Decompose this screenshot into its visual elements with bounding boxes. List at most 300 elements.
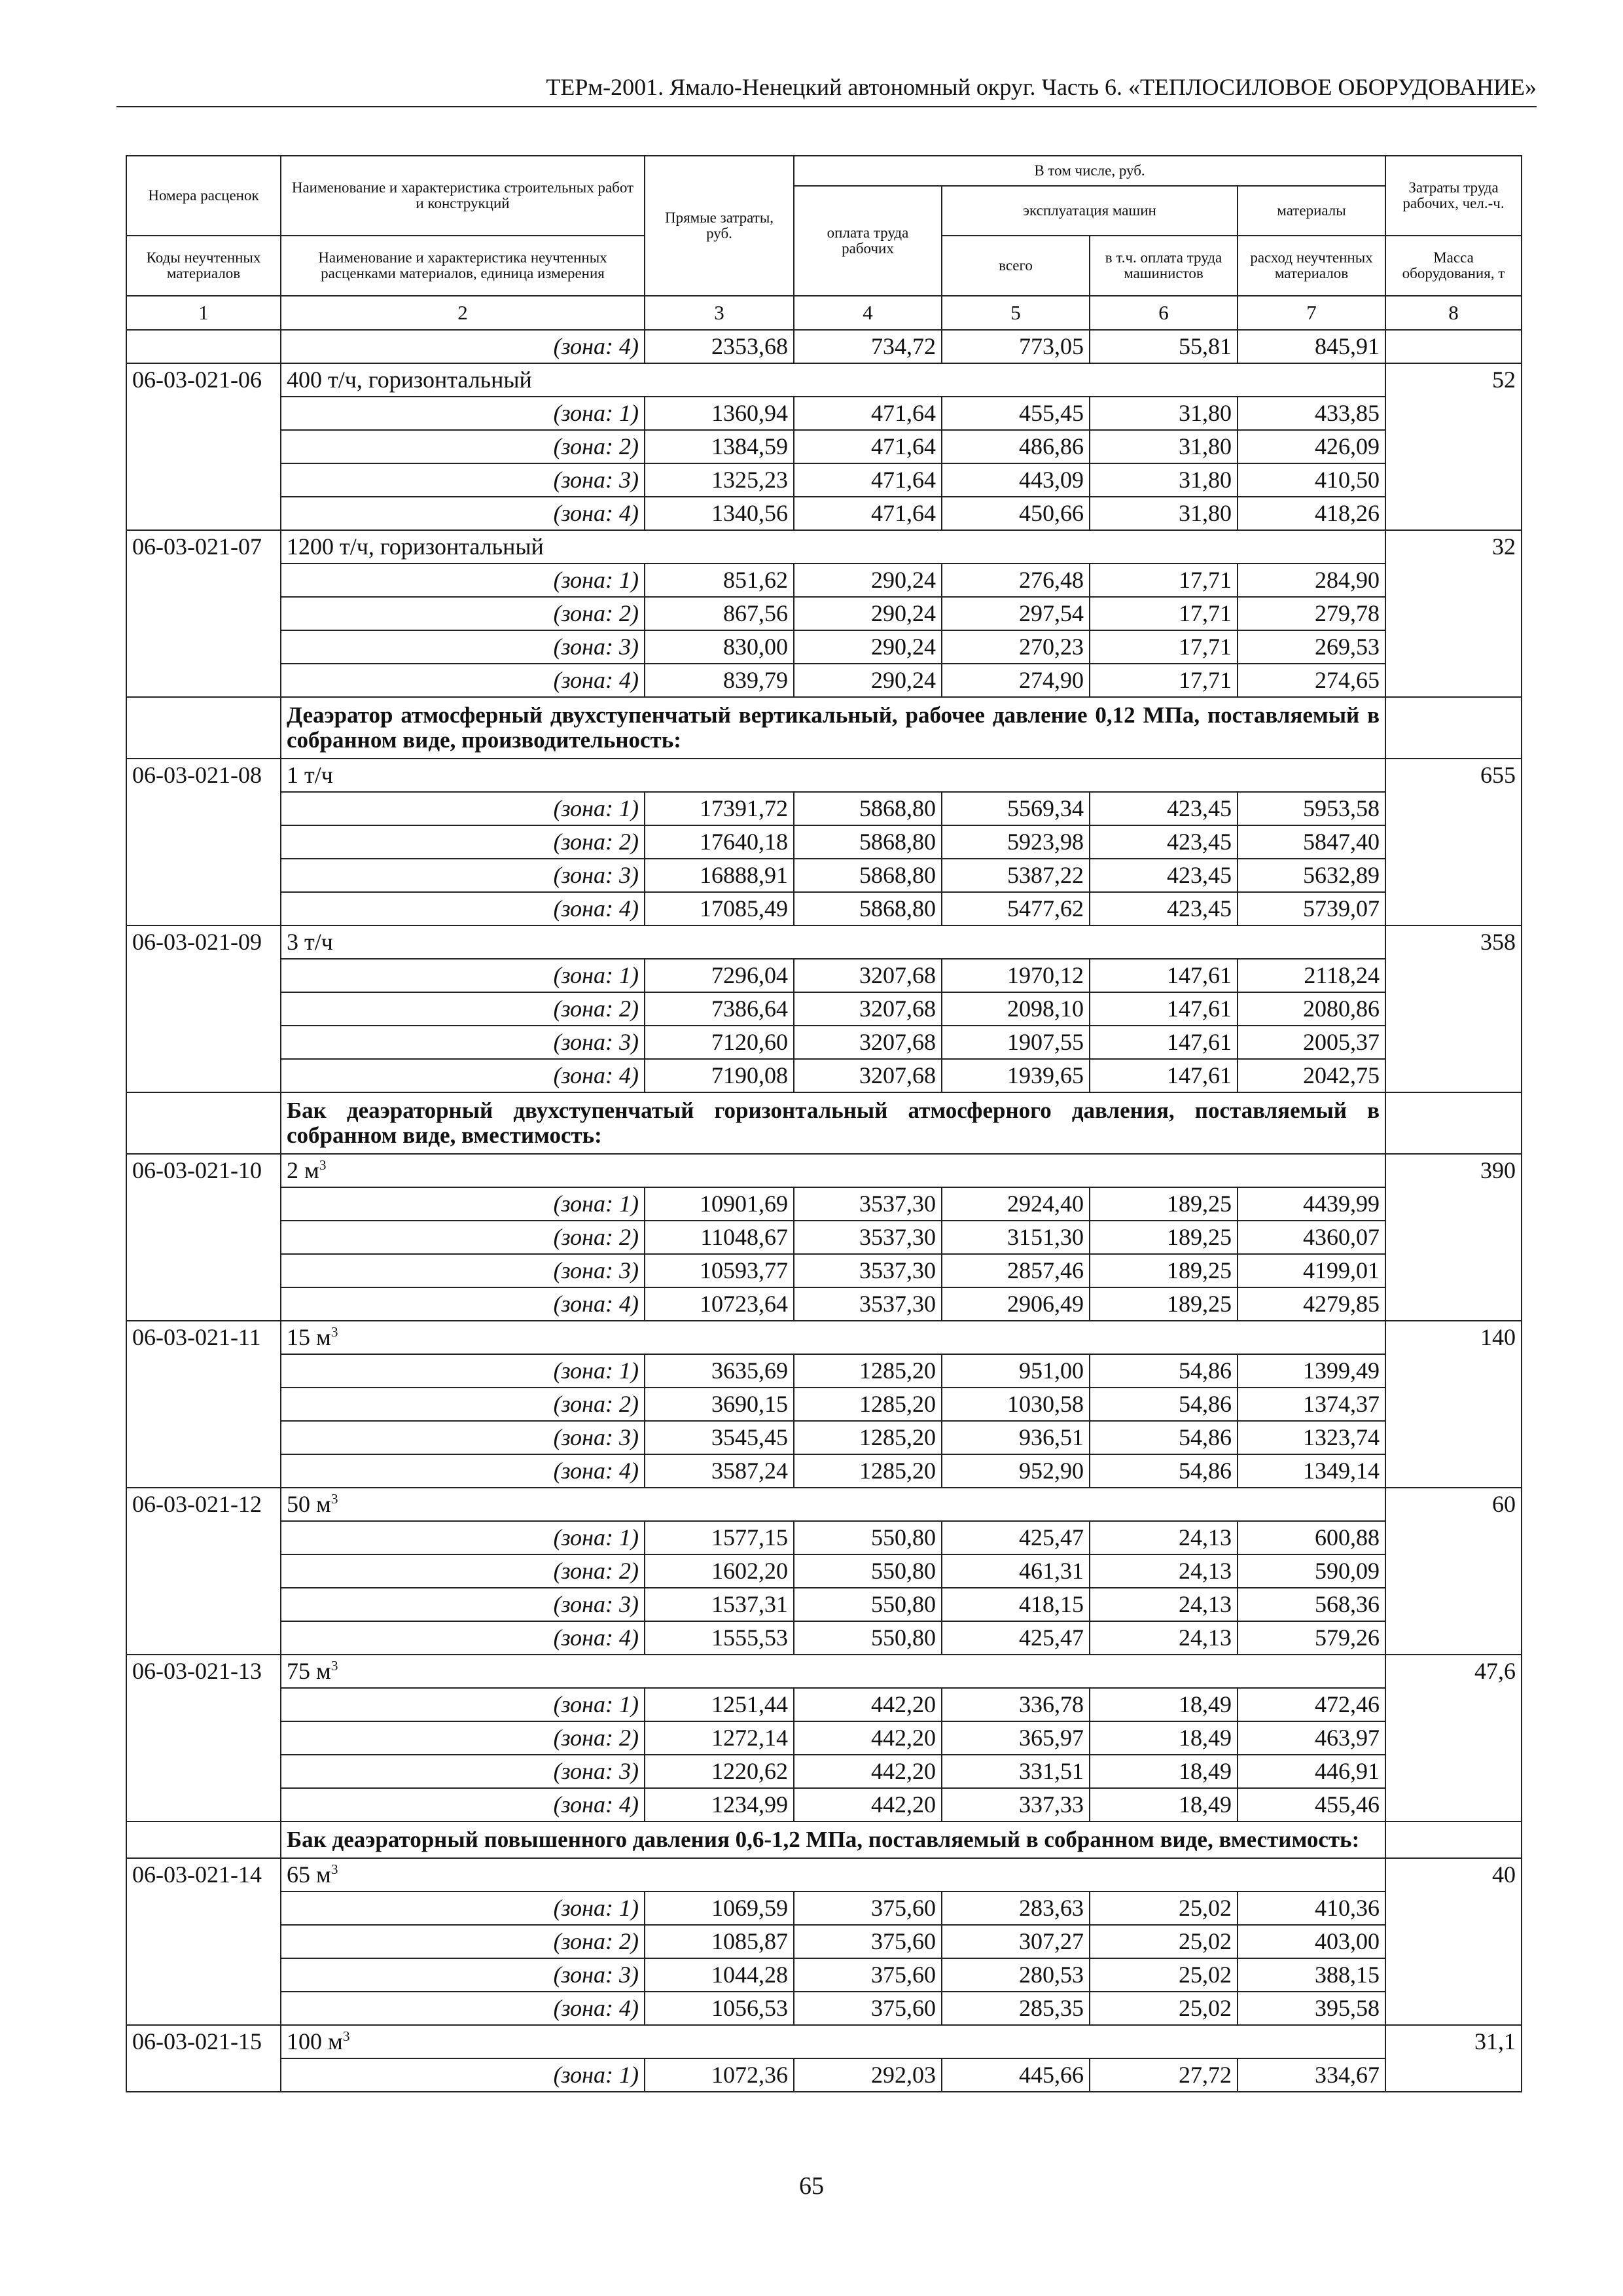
rates-table (126, 155, 1522, 2092)
equipment-mass (1385, 330, 1522, 363)
header-work-name: Наименование и характеристика строительных работ и конструкций (281, 156, 645, 236)
column-number: 8 (1385, 296, 1522, 330)
cost-value: 147,61 (1090, 1026, 1238, 1059)
zone-row (126, 1925, 1522, 1958)
cost-value: 410,36 (1238, 1892, 1385, 1925)
cost-value: 433,85 (1238, 397, 1385, 430)
cost-value: 147,61 (1090, 1059, 1238, 1092)
zone-row (126, 1221, 1522, 1254)
cost-value: 31,80 (1090, 463, 1238, 497)
cost-value: 10593,77 (645, 1254, 794, 1287)
header-direct-costs: Прямые затраты, руб. (645, 156, 794, 296)
cost-value: 600,88 (1238, 1521, 1385, 1554)
cost-value: 18,49 (1090, 1688, 1238, 1721)
header-total: всего (942, 236, 1090, 296)
cost-value: 425,47 (942, 1521, 1090, 1554)
zone-label: (зона: 4) (281, 1992, 645, 2025)
zone-label: (зона: 1) (281, 1892, 645, 1925)
zone-label: (зона: 2) (281, 825, 645, 859)
zone-label: (зона: 1) (281, 1521, 645, 1554)
cost-value: 25,02 (1090, 1992, 1238, 2025)
cost-value: 24,13 (1090, 1554, 1238, 1588)
cost-value: 2906,49 (942, 1287, 1090, 1321)
cost-value: 867,56 (645, 597, 794, 630)
header-machinist-pay: в т.ч. оплата труда машинистов (1090, 236, 1238, 296)
rate-row (126, 2025, 1522, 2058)
page-number: 65 (799, 2172, 824, 2200)
rate-name (281, 759, 1385, 792)
cost-value: 3207,68 (794, 1059, 942, 1092)
cost-value: 285,35 (942, 1992, 1090, 2025)
rate-row (126, 1154, 1522, 1187)
cost-value: 1323,74 (1238, 1421, 1385, 1454)
cost-value: 2924,40 (942, 1187, 1090, 1221)
section-code-cell (126, 697, 281, 759)
cost-value: 1272,14 (645, 1721, 794, 1755)
zone-label: (зона: 4) (281, 664, 645, 697)
cost-value: 274,90 (942, 664, 1090, 697)
zone-row (126, 1688, 1522, 1721)
cost-value: 1325,23 (645, 463, 794, 497)
cost-value: 442,20 (794, 1788, 942, 1821)
zone-label: (зона: 4) (281, 497, 645, 530)
cost-value: 25,02 (1090, 1892, 1238, 1925)
zone-row (126, 1892, 1522, 1925)
cost-value: 5739,07 (1238, 892, 1385, 925)
rate-name (281, 2025, 1385, 2058)
rate-name (281, 925, 1385, 959)
rate-name-text: 2 м (287, 1157, 319, 1183)
table-header (126, 156, 1522, 330)
cost-value: 1220,62 (645, 1755, 794, 1788)
cost-value: 952,90 (942, 1454, 1090, 1488)
header-labor-pay: оплата труда рабочих (794, 186, 942, 296)
equipment-mass: 60 (1385, 1488, 1522, 1655)
rate-row (126, 363, 1522, 397)
cost-value: 1044,28 (645, 1958, 794, 1992)
zone-label: (зона: 3) (281, 1026, 645, 1059)
rate-row (126, 1858, 1522, 1892)
rate-name (281, 1655, 1385, 1688)
header-labor-costs: Затраты труда рабочих, чел.-ч. (1385, 156, 1522, 236)
table-body (126, 330, 1522, 2092)
rate-name (281, 530, 1385, 564)
cost-value: 472,46 (1238, 1688, 1385, 1721)
cost-value: 334,67 (1238, 2058, 1385, 2092)
cost-value: 5477,62 (942, 892, 1090, 925)
equipment-mass: 47,6 (1385, 1655, 1522, 1821)
cost-value: 734,72 (794, 330, 942, 363)
cost-value: 375,60 (794, 1992, 942, 2025)
cost-value: 4439,99 (1238, 1187, 1385, 1221)
cost-value: 3207,68 (794, 959, 942, 992)
unit-superscript: 3 (342, 2028, 350, 2044)
cost-value: 445,66 (942, 2058, 1090, 2092)
rate-name (281, 1154, 1385, 1187)
cost-value: 7120,60 (645, 1026, 794, 1059)
cost-value: 18,49 (1090, 1721, 1238, 1755)
cost-value: 3635,69 (645, 1354, 794, 1388)
zone-label: (зона: 2) (281, 992, 645, 1026)
rate-row (126, 1488, 1522, 1521)
zone-label: (зона: 3) (281, 1588, 645, 1621)
cost-value: 418,26 (1238, 497, 1385, 530)
cost-value: 17391,72 (645, 792, 794, 825)
equipment-mass: 31,1 (1385, 2025, 1522, 2092)
cost-value: 568,36 (1238, 1588, 1385, 1621)
section-title: Бак деаэраторный повышенного давления 0,6-1,2 МПа, поставляемый в собранном виде, вместимость: (281, 1821, 1385, 1858)
cost-value: 1285,20 (794, 1388, 942, 1421)
cost-value: 3587,24 (645, 1454, 794, 1488)
zone-label: (зона: 3) (281, 1254, 645, 1287)
zone-label: (зона: 3) (281, 1755, 645, 1788)
cost-value: 1340,56 (645, 497, 794, 530)
rate-name-text: 100 м (287, 2028, 343, 2054)
cost-value: 17640,18 (645, 825, 794, 859)
cost-value: 27,72 (1090, 2058, 1238, 2092)
cost-value: 290,24 (794, 564, 942, 597)
cost-value: 307,27 (942, 1925, 1090, 1958)
rate-code: 06-03-021-14 (126, 1858, 281, 2025)
cost-value: 3537,30 (794, 1254, 942, 1287)
cost-value: 189,25 (1090, 1254, 1238, 1287)
cost-value: 25,02 (1090, 1925, 1238, 1958)
header-rate-numbers: Номера расценок (126, 156, 281, 236)
zone-label: (зона: 1) (281, 792, 645, 825)
cost-value: 3537,30 (794, 1287, 942, 1321)
cost-value: 1069,59 (645, 1892, 794, 1925)
cost-value: 471,64 (794, 463, 942, 497)
zone-label: (зона: 1) (281, 959, 645, 992)
cost-value: 331,51 (942, 1755, 1090, 1788)
cost-value: 17,71 (1090, 664, 1238, 697)
equipment-mass: 358 (1385, 925, 1522, 1092)
cost-value: 486,86 (942, 430, 1090, 463)
cost-value: 31,80 (1090, 397, 1238, 430)
rate-code: 06-03-021-06 (126, 363, 281, 530)
unit-superscript: 3 (319, 1157, 327, 1173)
zone-label: (зона: 3) (281, 463, 645, 497)
cost-value: 446,91 (1238, 1755, 1385, 1788)
section-row (126, 697, 1522, 759)
cost-value: 17085,49 (645, 892, 794, 925)
cost-value: 276,48 (942, 564, 1090, 597)
cost-value: 375,60 (794, 1925, 942, 1958)
zone-row (126, 430, 1522, 463)
zone-row (126, 1755, 1522, 1788)
cost-value: 1360,94 (645, 397, 794, 430)
cost-value: 1555,53 (645, 1621, 794, 1655)
cost-value: 951,00 (942, 1354, 1090, 1388)
unit-superscript: 3 (330, 1324, 338, 1340)
cost-value: 18,49 (1090, 1788, 1238, 1821)
cost-value: 1602,20 (645, 1554, 794, 1588)
cost-value: 423,45 (1090, 892, 1238, 925)
cost-value: 443,09 (942, 463, 1090, 497)
zone-row (126, 330, 1522, 363)
cost-value: 3537,30 (794, 1221, 942, 1254)
zone-row (126, 1621, 1522, 1655)
cost-value: 423,45 (1090, 825, 1238, 859)
zone-row (126, 1187, 1522, 1221)
cost-value: 851,62 (645, 564, 794, 597)
zone-row (126, 597, 1522, 630)
running-header: ТЕРм-2001. Ямало-Ненецкий автономный округ. Часть 6. «ТЕПЛОСИЛОВОЕ ОБОРУДОВАНИЕ» (546, 74, 1537, 100)
cost-value: 1285,20 (794, 1354, 942, 1388)
zone-row (126, 1354, 1522, 1388)
zone-label: (зона: 4) (281, 1788, 645, 1821)
cost-value: 839,79 (645, 664, 794, 697)
cost-value: 450,66 (942, 497, 1090, 530)
cost-value: 55,81 (1090, 330, 1238, 363)
cost-value: 280,53 (942, 1958, 1090, 1992)
cost-value: 4279,85 (1238, 1287, 1385, 1321)
cost-value: 189,25 (1090, 1287, 1238, 1321)
cost-value: 426,09 (1238, 430, 1385, 463)
cost-value: 24,13 (1090, 1621, 1238, 1655)
equipment-mass: 32 (1385, 530, 1522, 697)
cost-value: 845,91 (1238, 330, 1385, 363)
rate-name-text: 1 т/ч (287, 762, 333, 788)
rate-code: 06-03-021-09 (126, 925, 281, 1092)
equipment-mass: 52 (1385, 363, 1522, 530)
column-number: 3 (645, 296, 794, 330)
section-mass-cell (1385, 1821, 1522, 1858)
cost-value: 1234,99 (645, 1788, 794, 1821)
header-equipment-mass: Масса оборудования, т (1385, 236, 1522, 296)
zone-row (126, 1958, 1522, 1992)
column-number: 2 (281, 296, 645, 330)
header-material-names: Наименование и характеристика неучтенных расценками материалов, единица измерения (281, 236, 645, 296)
cost-value: 365,97 (942, 1721, 1090, 1755)
cost-value: 1030,58 (942, 1388, 1090, 1421)
cost-value: 336,78 (942, 1688, 1090, 1721)
zone-label: (зона: 3) (281, 1421, 645, 1454)
cost-value: 54,86 (1090, 1354, 1238, 1388)
cost-value: 1349,14 (1238, 1454, 1385, 1488)
section-row (126, 1821, 1522, 1858)
column-number: 1 (126, 296, 281, 330)
cost-value: 54,86 (1090, 1454, 1238, 1488)
cost-value: 1399,49 (1238, 1354, 1385, 1388)
zone-row (126, 825, 1522, 859)
cost-value: 1251,44 (645, 1688, 794, 1721)
zone-row (126, 959, 1522, 992)
cost-value: 4199,01 (1238, 1254, 1385, 1287)
cost-value: 5387,22 (942, 859, 1090, 892)
cost-value: 284,90 (1238, 564, 1385, 597)
rate-name (281, 1858, 1385, 1892)
section-mass-cell (1385, 697, 1522, 759)
cost-value: 3690,15 (645, 1388, 794, 1421)
cost-value: 1072,36 (645, 2058, 794, 2092)
cost-value: 1907,55 (942, 1026, 1090, 1059)
cost-value: 463,97 (1238, 1721, 1385, 1755)
cost-value: 550,80 (794, 1554, 942, 1588)
section-mass-cell (1385, 1092, 1522, 1154)
cost-value: 410,50 (1238, 463, 1385, 497)
cost-value: 5632,89 (1238, 859, 1385, 892)
zone-label: (зона: 2) (281, 1925, 645, 1958)
cost-value: 1374,37 (1238, 1388, 1385, 1421)
cost-value: 2080,86 (1238, 992, 1385, 1026)
cost-value: 3537,30 (794, 1187, 942, 1221)
header-unaccounted-materials: расход неучтенных материалов (1238, 236, 1385, 296)
zone-row (126, 630, 1522, 664)
cost-value: 455,45 (942, 397, 1090, 430)
unit-superscript: 3 (330, 1491, 338, 1507)
cost-value: 7190,08 (645, 1059, 794, 1092)
rate-name (281, 1321, 1385, 1354)
cost-value: 375,60 (794, 1958, 942, 1992)
rate-name-text: 15 м (287, 1324, 331, 1350)
cost-value: 5847,40 (1238, 825, 1385, 859)
unit-superscript: 3 (330, 1658, 338, 1674)
cost-value: 270,23 (942, 630, 1090, 664)
cost-value: 550,80 (794, 1521, 942, 1554)
cost-value: 147,61 (1090, 959, 1238, 992)
rate-name (281, 363, 1385, 397)
zone-label: (зона: 1) (281, 397, 645, 430)
column-number: 7 (1238, 296, 1385, 330)
cost-value: 1577,15 (645, 1521, 794, 1554)
section-code-cell (126, 1821, 281, 1858)
zone-row (126, 1588, 1522, 1621)
zone-row (126, 497, 1522, 530)
cost-value: 17,71 (1090, 564, 1238, 597)
zone-label: (зона: 2) (281, 1388, 645, 1421)
cost-value: 2857,46 (942, 1254, 1090, 1287)
zone-label: (зона: 4) (281, 330, 645, 363)
cost-value: 10723,64 (645, 1287, 794, 1321)
cost-value: 189,25 (1090, 1187, 1238, 1221)
zone-label: (зона: 2) (281, 1221, 645, 1254)
cost-value: 395,58 (1238, 1992, 1385, 2025)
cost-value: 2042,75 (1238, 1059, 1385, 1092)
cost-value: 274,65 (1238, 664, 1385, 697)
rate-code: 06-03-021-15 (126, 2025, 281, 2092)
cost-value: 442,20 (794, 1755, 942, 1788)
rate-row (126, 925, 1522, 959)
zone-row (126, 1721, 1522, 1755)
cost-value: 2098,10 (942, 992, 1090, 1026)
cost-value: 31,80 (1090, 497, 1238, 530)
rate-name-text: 3 т/ч (287, 929, 333, 955)
zone-row (126, 792, 1522, 825)
rate-row (126, 1655, 1522, 1688)
cost-value: 455,46 (1238, 1788, 1385, 1821)
zone-label: (зона: 1) (281, 564, 645, 597)
cost-value: 290,24 (794, 664, 942, 697)
cost-value: 1939,65 (942, 1059, 1090, 1092)
column-number: 5 (942, 296, 1090, 330)
zone-label: (зона: 3) (281, 1958, 645, 1992)
cost-value: 283,63 (942, 1892, 1090, 1925)
zone-row (126, 992, 1522, 1026)
zone-label: (зона: 3) (281, 859, 645, 892)
cost-value: 17,71 (1090, 630, 1238, 664)
cost-value: 5868,80 (794, 859, 942, 892)
cost-value: 31,80 (1090, 430, 1238, 463)
equipment-mass: 390 (1385, 1154, 1522, 1321)
header-rule (116, 106, 1537, 107)
rate-row (126, 759, 1522, 792)
equipment-mass: 140 (1385, 1321, 1522, 1488)
cost-value: 423,45 (1090, 859, 1238, 892)
cost-value: 2005,37 (1238, 1026, 1385, 1059)
cost-value: 461,31 (942, 1554, 1090, 1588)
zone-row (126, 859, 1522, 892)
cost-value: 337,33 (942, 1788, 1090, 1821)
header-materials: материалы (1238, 186, 1385, 236)
cost-value: 2353,68 (645, 330, 794, 363)
cost-value: 5953,58 (1238, 792, 1385, 825)
cost-value: 388,15 (1238, 1958, 1385, 1992)
zone-row (126, 1421, 1522, 1454)
zone-row (126, 397, 1522, 430)
zone-row (126, 463, 1522, 497)
zone-label: (зона: 4) (281, 1454, 645, 1488)
cost-value: 550,80 (794, 1588, 942, 1621)
cost-value: 425,47 (942, 1621, 1090, 1655)
zone-label: (зона: 3) (281, 630, 645, 664)
cost-value: 5868,80 (794, 825, 942, 859)
cost-value: 471,64 (794, 497, 942, 530)
cost-value: 24,13 (1090, 1588, 1238, 1621)
cost-value: 471,64 (794, 430, 942, 463)
cost-value: 1537,31 (645, 1588, 794, 1621)
zone-label: (зона: 2) (281, 430, 645, 463)
cost-value: 442,20 (794, 1721, 942, 1755)
column-number: 4 (794, 296, 942, 330)
cost-value: 1285,20 (794, 1421, 942, 1454)
cost-value: 1285,20 (794, 1454, 942, 1488)
cost-value: 5868,80 (794, 792, 942, 825)
cost-value: 550,80 (794, 1621, 942, 1655)
rate-code: 06-03-021-11 (126, 1321, 281, 1488)
cost-value: 3207,68 (794, 1026, 942, 1059)
rate-row (126, 1321, 1522, 1354)
rate-name (281, 1488, 1385, 1521)
cost-value: 54,86 (1090, 1421, 1238, 1454)
cost-value: 25,02 (1090, 1958, 1238, 1992)
header-machine-ops: эксплуатация машин (942, 186, 1238, 236)
rate-name-text: 75 м (287, 1658, 331, 1684)
rate-code: 06-03-021-07 (126, 530, 281, 697)
cost-value: 24,13 (1090, 1521, 1238, 1554)
cost-value: 773,05 (942, 330, 1090, 363)
cost-value: 16888,91 (645, 859, 794, 892)
cost-value: 7296,04 (645, 959, 794, 992)
cost-value: 375,60 (794, 1892, 942, 1925)
section-code-cell (126, 1092, 281, 1154)
cost-value: 189,25 (1090, 1221, 1238, 1254)
cost-value: 1085,87 (645, 1925, 794, 1958)
cost-value: 4360,07 (1238, 1221, 1385, 1254)
column-number: 6 (1090, 296, 1238, 330)
cost-value: 1056,53 (645, 1992, 794, 2025)
cost-value: 3545,45 (645, 1421, 794, 1454)
rate-code: 06-03-021-08 (126, 759, 281, 925)
section-title: Бак деаэраторный двухступенчатый горизонтальный атмосферного давления, поставляемый в собранном виде, вместимость: (281, 1092, 1385, 1154)
cost-value: 290,24 (794, 597, 942, 630)
rate-code (126, 330, 281, 363)
zone-row (126, 892, 1522, 925)
header-material-codes: Коды неучтенных материалов (126, 236, 281, 296)
cost-value: 5868,80 (794, 892, 942, 925)
cost-value: 936,51 (942, 1421, 1090, 1454)
cost-value: 290,24 (794, 630, 942, 664)
